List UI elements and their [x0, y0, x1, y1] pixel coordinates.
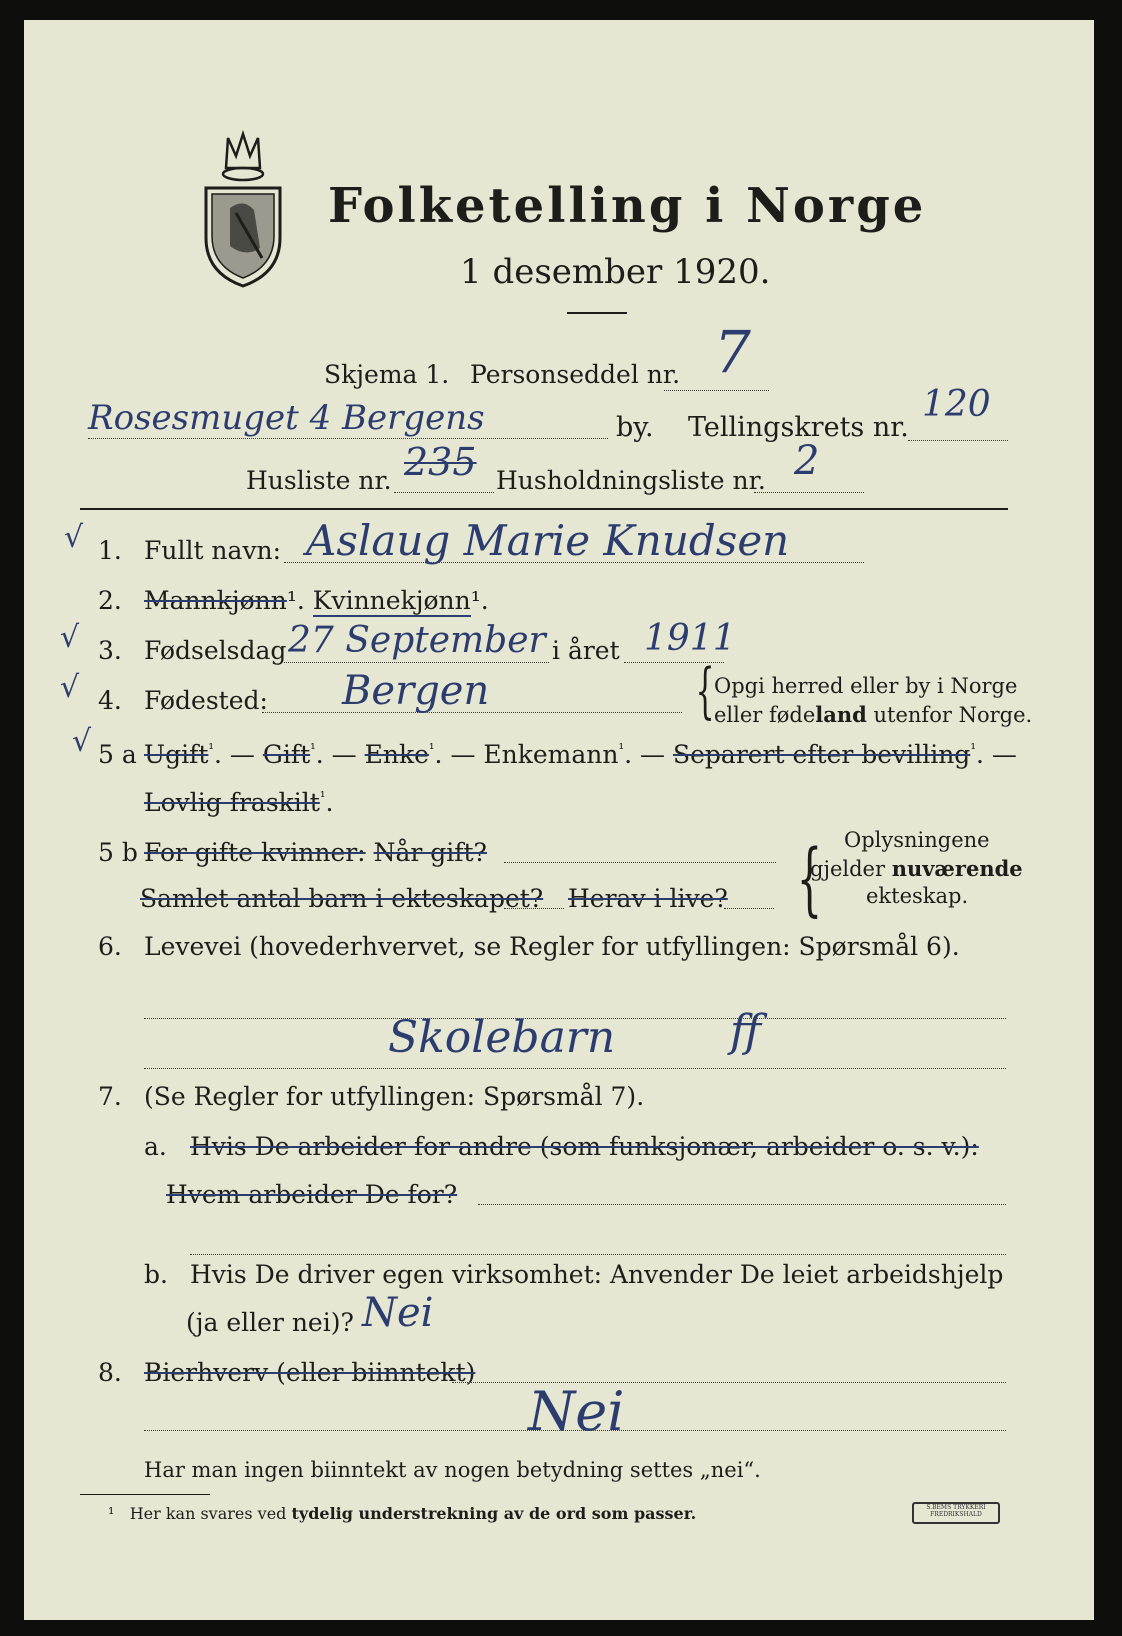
husliste-line	[394, 492, 494, 493]
q4-note-line1: Opgi herred eller by i Norge	[714, 674, 1018, 698]
printer-stamp: S.BEMS TRYKKERI FREDRIKSHALD	[912, 1502, 1000, 1524]
q5b-line1	[144, 838, 487, 867]
q5b-herav-dots	[724, 908, 774, 909]
option-separert[interactable]: Separert efter bevilling	[672, 740, 971, 769]
title-divider	[567, 312, 627, 314]
husholdning-label: Husholdningsliste nr.	[496, 466, 766, 495]
q8-value[interactable]: Nei	[528, 1380, 625, 1443]
q4-label: Fødested:	[144, 686, 268, 715]
occupation-code-mark: ff	[730, 1006, 762, 1057]
q7b-label: b.	[144, 1260, 168, 1289]
option-mannkjonn[interactable]: Mannkjønn	[144, 586, 287, 615]
birth-year-value[interactable]: 1911	[644, 618, 736, 659]
q7a-label: a.	[144, 1132, 167, 1161]
q7a-line1	[478, 1204, 1006, 1205]
by-label: by.	[616, 412, 654, 443]
norwegian-coat-of-arms-icon	[200, 128, 286, 288]
q4-note-line2: eller fødeland utenfor Norge.	[714, 702, 1033, 727]
q7b-value[interactable]: Nei	[362, 1290, 434, 1336]
husholdning-line	[754, 492, 864, 493]
address-value[interactable]: Rosesmuget 4 Bergens	[88, 398, 485, 438]
q5a-number: 5 a	[98, 740, 137, 769]
q4-number: 4.	[98, 686, 122, 715]
personseddel-line	[664, 390, 769, 391]
q2-options	[144, 586, 489, 615]
q5b-naar-gift: Når gift?	[373, 838, 487, 867]
q6-label: Levevei (hovederhvervet, se Regler for utfyllingen: Spørsmål 6).	[144, 932, 960, 961]
full-name-value[interactable]: Aslaug Marie Knudsen	[306, 516, 790, 565]
q7-number: 7.	[98, 1082, 122, 1111]
option-enkemann[interactable]: Enkemann	[483, 740, 619, 769]
q7-label: (Se Regler for utfyllingen: Spørsmål 7).	[144, 1082, 645, 1111]
check-mark-q1: √	[64, 520, 84, 555]
option-fraskilt[interactable]: Lovlig fraskilt	[144, 788, 320, 817]
q5b-line2-dots	[504, 908, 564, 909]
q7b-text1: Hvis De driver egen virksomhet: Anvender De leiet arbeidshjelp	[190, 1260, 1004, 1289]
q6-number: 6.	[98, 932, 122, 961]
q7a-text2: Hvem arbeider De for?	[166, 1180, 458, 1209]
q1-label: Fullt navn:	[144, 536, 282, 565]
footnote: ¹ Her kan svares ved tydelig understrekning av de ord som passer.	[108, 1504, 697, 1523]
q7a-line2	[190, 1254, 1006, 1255]
q3-day-line	[284, 662, 549, 663]
footer-note: Har man ingen biinntekt av nogen betydning settes „nei“.	[144, 1458, 761, 1482]
q5b-line2	[140, 884, 543, 913]
q5b-samlet-antal: Samlet antal barn i ekteskapet?	[140, 884, 544, 913]
tellingskrets-label: Tellingskrets nr.	[688, 412, 909, 443]
tellingskrets-value[interactable]: 120	[922, 384, 991, 425]
husholdning-value[interactable]: 2	[794, 438, 820, 484]
census-date: 1 desember 1920.	[460, 252, 771, 292]
form-title: Folketelling i Norge	[328, 178, 927, 234]
check-mark-q3: √	[60, 620, 80, 655]
q5a-options: Ugift$^{^1}$. — Gift$^{^1}$. — Enke$^{^1}$. — Enkemann$^{^1}$. — Separert efter bevilling$^{^1}$. —	[144, 740, 1017, 769]
q8-number: 8.	[98, 1358, 122, 1387]
q1-number: 1.	[98, 536, 122, 565]
q5a-options-line2: Lovlig fraskilt$^{^1}$.	[144, 788, 334, 817]
q5b-note1: Oplysningene	[844, 828, 990, 852]
q2-sup2: ¹.	[470, 586, 489, 615]
header-rule	[80, 508, 1008, 510]
skjema-label: Skjema 1.	[324, 360, 450, 389]
q5b-number: 5 b	[98, 838, 138, 867]
option-ugift[interactable]: Ugift	[144, 740, 209, 769]
option-kvinnekjonn[interactable]: Kvinnekjønn	[312, 586, 471, 615]
q2-number: 2.	[98, 586, 122, 615]
check-mark-q4: √	[60, 670, 80, 705]
q5b-herav	[568, 884, 728, 913]
q7a-text1: Hvis De arbeider for andre (som funksjonær, arbeider o. s. v.):	[190, 1132, 979, 1161]
q5b-note2: gjelder nuværende	[810, 856, 1023, 881]
q6-line2	[144, 1068, 1006, 1069]
q5b-line1-dots	[504, 862, 776, 863]
q7b-text2: (ja eller nei)?	[186, 1308, 354, 1337]
q3-label: Fødselsdag	[144, 636, 287, 665]
address-line	[88, 438, 608, 439]
husliste-label: Husliste nr.	[246, 466, 392, 495]
option-enke[interactable]: Enke	[364, 740, 429, 769]
footnote-mark: ¹	[108, 1504, 115, 1523]
q8-label: Bierhverv (eller biinntekt)	[144, 1358, 476, 1387]
q5b-herav-i-live: Herav i live?	[568, 884, 728, 913]
q5b-gifte-kvinner: For gifte kvinner:	[144, 838, 366, 867]
birthplace-value[interactable]: Bergen	[342, 668, 490, 714]
option-gift[interactable]: Gift	[262, 740, 311, 769]
tellingskrets-line	[908, 440, 1008, 441]
personseddel-value[interactable]: 7	[714, 318, 751, 386]
husliste-value[interactable]: 235	[404, 440, 477, 484]
q2-sup1: ¹.	[286, 586, 305, 615]
q3-number: 3.	[98, 636, 122, 665]
birthday-value[interactable]: 27 September	[288, 620, 546, 661]
q5b-note3: ekteskap.	[866, 884, 969, 908]
occupation-value[interactable]: Skolebarn	[388, 1012, 616, 1063]
census-form	[24, 20, 1094, 1620]
q3-year-label: i året	[552, 636, 620, 665]
check-mark-q5a: √	[72, 724, 92, 759]
personseddel-label: Personseddel nr.	[470, 360, 681, 389]
footnote-rule	[80, 1494, 210, 1495]
q4-brace: {	[695, 656, 715, 726]
q5b-brace: {	[796, 832, 823, 925]
